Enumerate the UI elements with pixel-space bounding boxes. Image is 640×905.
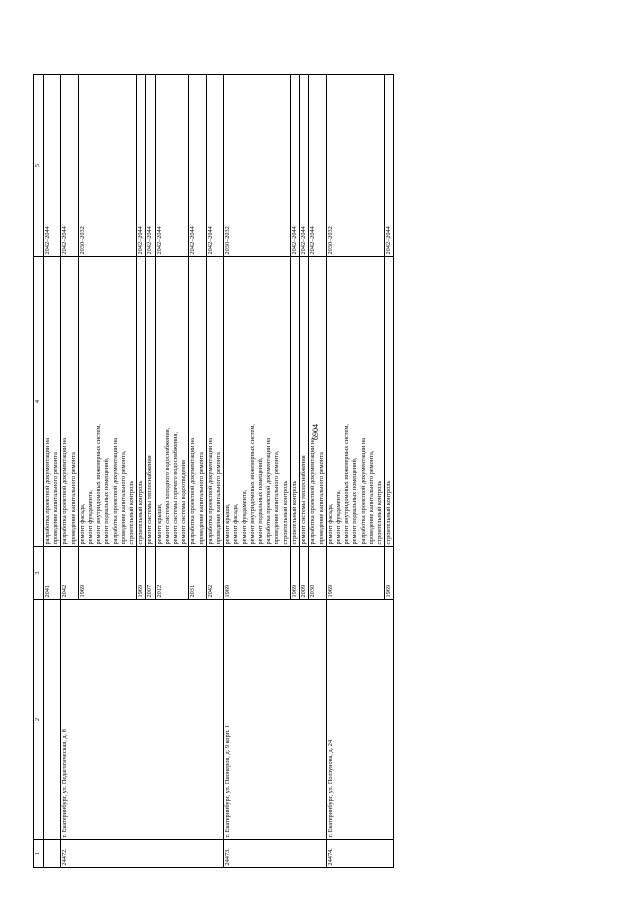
work-item: ремонт системы холодного водоснабжения, [163,427,171,545]
works-cell [206,257,223,547]
table-body [44,75,394,868]
works-cell [385,257,394,547]
work-item: проведение капитального ремонта, [119,450,127,545]
work-item: строительный контроль [281,480,289,545]
period-cell: 2042–2044 [146,75,155,257]
work-item: разработка проектной документации на [265,438,273,545]
work-item: разработка проектной документации на [309,438,317,545]
work-item: ремонт крыши, [224,503,232,545]
work-item: ремонт системы теплоснабжения [300,455,308,545]
work-item: ремонт фундамента, [87,489,95,545]
period-cell: 2042–2044 [61,75,78,257]
work-item: проведение капитального ремонта [69,452,77,545]
period-cell: 2042–2044 [137,75,146,257]
year-cell: 1969 [290,547,299,600]
period-cell: 2030–2032 [326,75,384,257]
period-cell: 2030–2032 [224,75,291,257]
work-item: проведение капитального ремонта [52,452,60,545]
year-cell: 2030 [309,547,326,600]
work-item: разработка проектной документации на [206,438,214,545]
header-col-3: 3 [34,547,44,600]
header-col-5: 5 [34,75,44,257]
address-cell: г. Екатеринбург, ул. Ползунова, д. 24 [326,600,394,840]
work-item: ремонт подвальных помещений, [103,457,111,545]
works-cell [137,257,146,547]
table-row [326,75,384,868]
work-item: проведение капитального ремонта, [273,450,281,545]
works-cell [44,257,61,547]
year-cell: 2042 [61,547,78,600]
works-cell [189,257,206,547]
period-cell: 2030–2032 [78,75,136,257]
work-item: ремонт внутридомовых инженерных систем, [95,424,103,545]
address-cell [44,600,61,840]
work-item: проведение капитального ремонта [317,452,325,545]
period-cell: 2042–2044 [300,75,309,257]
work-item: ремонт подвальных помещений, [257,457,265,545]
period-cell: 2042–2044 [155,75,189,257]
work-item: ремонт системы водоотведения [180,460,188,545]
works-cell [78,257,136,547]
header-row [34,75,44,868]
work-item: разработка проектной документации на [111,438,119,545]
address-cell: г. Екатеринбург, ул. Педагогическая, д. 8 [61,600,224,840]
year-cell: 1969 [78,547,136,600]
year-cell: 1969 [326,547,384,600]
period-cell: 2042–2044 [44,75,61,257]
year-cell: 2041 [44,547,61,600]
works-cell [309,257,326,547]
work-item: строительный контроль [128,480,136,545]
work-item: разработка проектной документации на [359,438,367,545]
works-cell [224,257,291,547]
works-cell [155,257,189,547]
table-row [44,75,61,868]
year-cell: 2012 [155,547,189,600]
page-number: 6904 [311,424,320,440]
rotated-table-wrapper [33,75,551,868]
work-item: ремонт фундамента, [334,489,342,545]
work-item: ремонт крыши, [155,503,163,545]
work-item: ремонт системы горячего водоснабжения, [172,432,180,545]
works-cell [326,257,384,547]
period-cell: 2042–2044 [290,75,299,257]
table-row [61,75,78,868]
works-cell [300,257,309,547]
header-col-4: 4 [34,257,44,547]
work-item: разработка проектной документации на [189,438,197,545]
work-item: ремонт подвальных помещений, [351,457,359,545]
work-item: проведение капитального ремонта, [367,450,375,545]
work-item: ремонт фасада, [232,503,240,545]
work-item: ремонт системы теплоснабжения [146,455,154,545]
house-number-cell: 24474. [326,840,394,868]
work-item: строительный контроль [375,480,383,545]
work-item: ремонт фасада, [326,503,334,545]
work-item: разработка проектной документации на [44,438,51,545]
year-cell: 1969 [137,547,146,600]
work-item: ремонт фундамента, [240,489,248,545]
work-item: проведение капитального ремонта [215,452,223,545]
header-col-2: 2 [34,600,44,840]
work-item: ремонт внутридомовых инженерных систем, [248,424,256,545]
works-cell [61,257,78,547]
house-number-cell [44,840,61,868]
year-cell: 2031 [189,547,206,600]
work-item: строительный контроль [137,480,145,545]
period-cell: 2042–2044 [189,75,206,257]
house-number-cell: 24473. [224,840,326,868]
address-cell: г. Екатеринбург, ул. Пионеров, д. 9 корп. 1 [224,600,326,840]
works-cell [290,257,299,547]
table-row [224,75,291,868]
period-cell: 2042–2044 [385,75,394,257]
work-item: строительный контроль [385,480,393,545]
work-item: разработка проектной документации на [61,438,69,545]
work-item: проведение капитального ремонта [197,452,205,545]
period-cell: 2042–2044 [206,75,223,257]
work-item: ремонт внутридомовых инженерных систем, [343,424,351,545]
year-cell: 1969 [224,547,291,600]
work-item: строительный контроль [290,480,298,545]
works-cell [146,257,155,547]
period-cell: 2042–2044 [309,75,326,257]
year-cell: 1969 [385,547,394,600]
year-cell: 2009 [300,547,309,600]
work-item: ремонт фасада, [78,503,86,545]
year-cell: 2042 [206,547,223,600]
header-col-1: 1 [34,840,44,868]
house-number-cell: 24472. [61,840,224,868]
year-cell: 2007 [146,547,155,600]
repair-schedule-table [33,74,394,868]
